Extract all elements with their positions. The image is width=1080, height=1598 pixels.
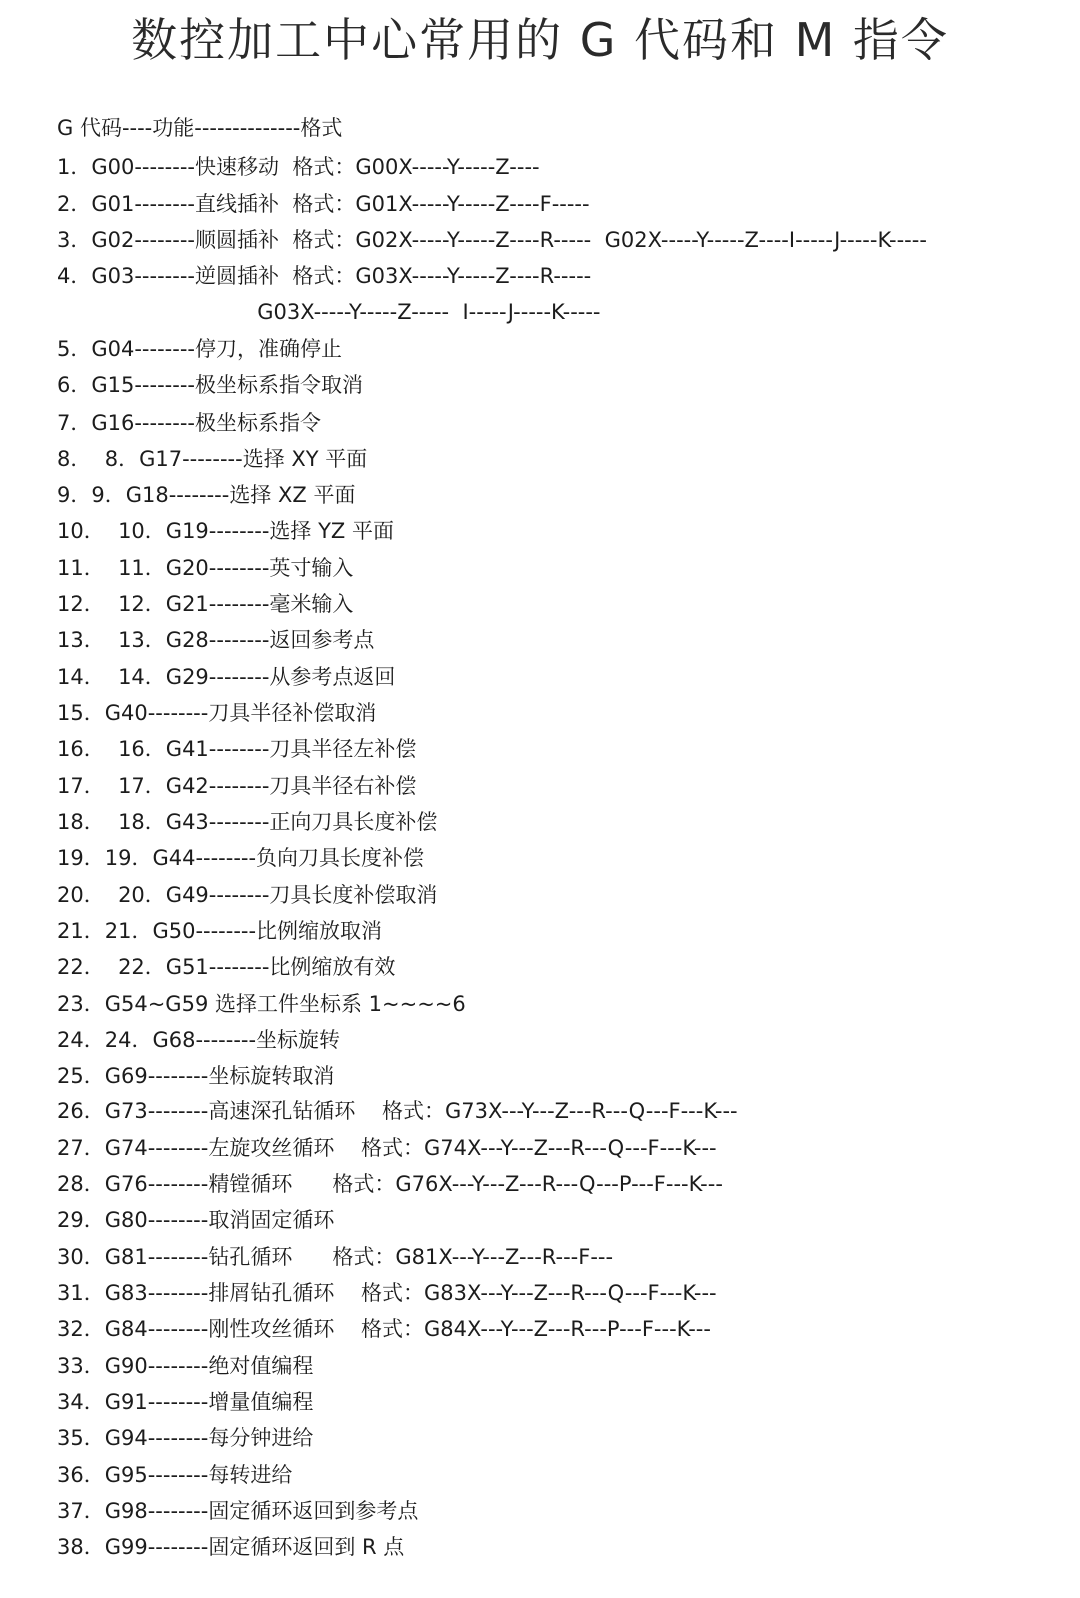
text-line: 10． 10．G19--------选择 YZ 平面: [57, 519, 394, 543]
text-line: 7．G16--------极坐标系指令: [57, 411, 321, 435]
text-line: 38．G99--------固定循环返回到 R 点: [57, 1535, 405, 1559]
text-line: 11． 11．G20--------英寸输入: [57, 556, 354, 580]
text-line: 15．G40--------刀具半径补偿取消: [57, 701, 377, 725]
text-line: 33．G90--------绝对值编程: [57, 1354, 314, 1378]
text-line: 3．G02--------顺圆插补 格式：G02X-----Y-----Z----R----- G02X-----Y-----Z----I-----J-----K-----: [57, 228, 927, 252]
text-line: 27．G74--------左旋攻丝循环 格式：G74X---Y---Z---R---Q---F---K---: [57, 1136, 717, 1160]
text-line: 16． 16．G41--------刀具半径左补偿: [57, 737, 417, 761]
text-line: 13． 13．G28--------返回参考点: [57, 628, 375, 652]
text-line: 34．G91--------增量值编程: [57, 1390, 314, 1414]
text-line: G03X-----Y-----Z----- I-----J-----K-----: [57, 300, 601, 324]
text-line: 8． 8．G17--------选择 XY 平面: [57, 447, 368, 471]
text-line: 24．24．G68--------坐标旋转: [57, 1028, 341, 1052]
text-line: 9．9．G18--------选择 XZ 平面: [57, 483, 356, 507]
text-line: 12． 12．G21--------毫米输入: [57, 592, 354, 616]
text-line: 30．G81--------钻孔循环 格式：G81X---Y---Z---R---F---: [57, 1245, 614, 1269]
text-line: 14． 14．G29--------从参考点返回: [57, 665, 396, 689]
text-line: 25．G69--------坐标旋转取消: [57, 1064, 335, 1088]
text-line: 37．G98--------固定循环返回到参考点: [57, 1499, 419, 1523]
text-line: 36．G95--------每转进给: [57, 1463, 293, 1487]
text-line: 29．G80--------取消固定循环: [57, 1208, 335, 1232]
text-line: 17． 17．G42--------刀具半径右补偿: [57, 774, 417, 798]
text-line: 1．G00--------快速移动 格式：G00X-----Y-----Z----: [57, 155, 540, 179]
text-line: 21．21．G50--------比例缩放取消: [57, 919, 383, 943]
text-line: 31．G83--------排屑钻孔循环 格式：G83X---Y---Z---R---Q---F---K---: [57, 1281, 717, 1305]
text-line: 23．G54~G59 选择工件坐标系 1~~~~6: [57, 992, 466, 1016]
text-line: 26．G73--------高速深孔钻循环 格式：G73X---Y---Z---R---Q---F---K---: [57, 1099, 738, 1123]
text-line: 2．G01--------直线插补 格式：G01X-----Y-----Z----F-----: [57, 192, 590, 216]
text-line: 5．G04--------停刀，准确停止: [57, 337, 342, 361]
text-line: 18． 18．G43--------正向刀具长度补偿: [57, 810, 438, 834]
text-line: 20． 20．G49--------刀具长度补偿取消: [57, 883, 438, 907]
text-line: 32．G84--------刚性攻丝循环 格式：G84X---Y---Z---R---P---F---K---: [57, 1317, 711, 1341]
column-header: G 代码----功能--------------格式: [57, 116, 343, 140]
text-line: 22． 22．G51--------比例缩放有效: [57, 955, 396, 979]
text-line: 4．G03--------逆圆插补 格式：G03X-----Y-----Z----R-----: [57, 264, 592, 288]
text-line: 19．19．G44--------负向刀具长度补偿: [57, 846, 425, 870]
text-line: 28．G76--------精镗循环 格式：G76X---Y---Z---R---Q---P---F---K---: [57, 1172, 723, 1196]
document-title: 数控加工中心常用的 G 代码和 M 指令: [131, 13, 949, 67]
text-line: 35．G94--------每分钟进给: [57, 1426, 314, 1450]
text-line: 6．G15--------极坐标系指令取消: [57, 373, 363, 397]
